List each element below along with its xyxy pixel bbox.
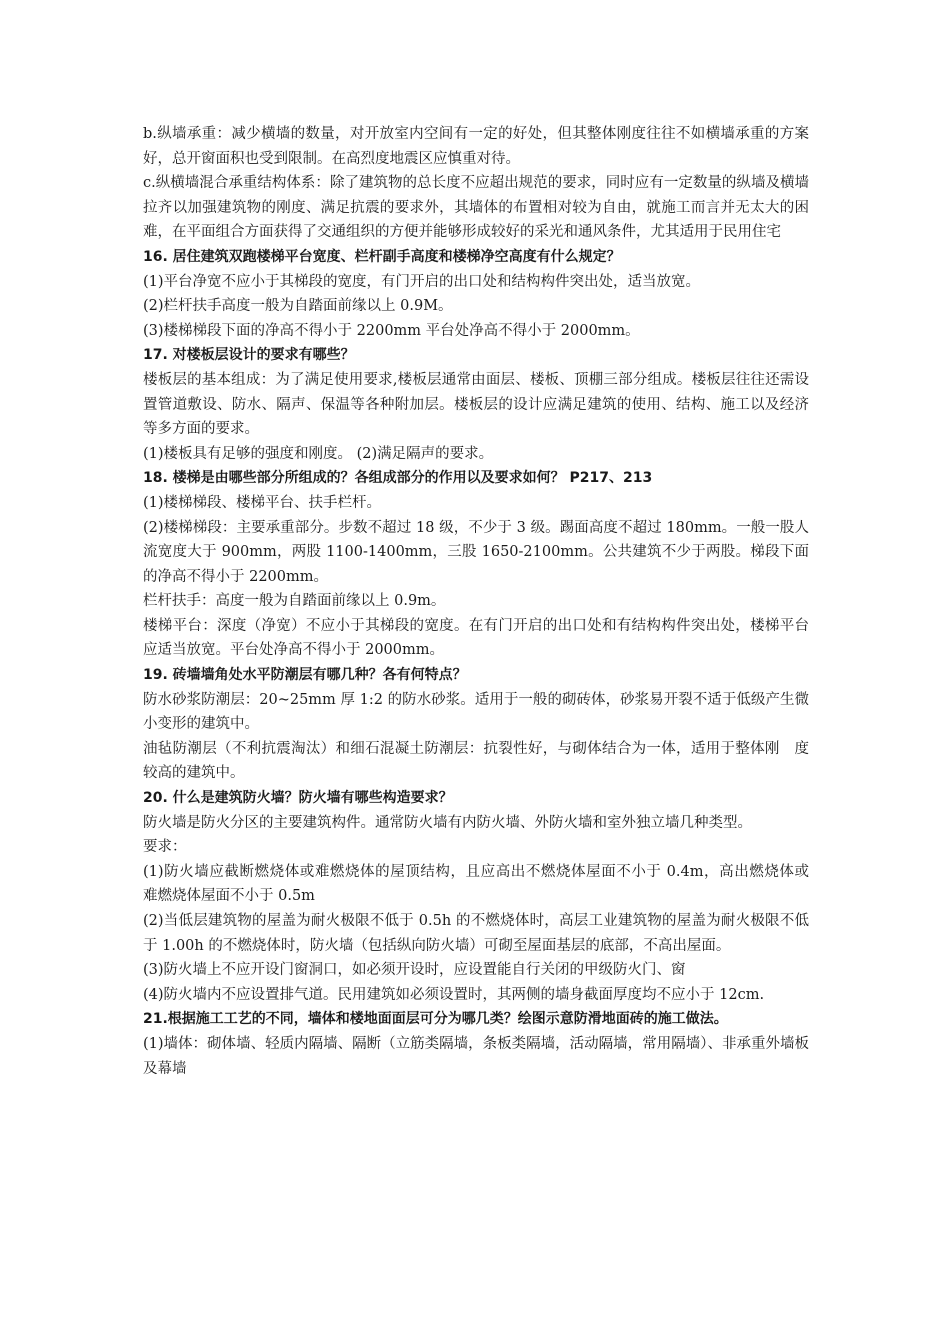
body-paragraph: (2)楼梯梯段：主要承重部分。步数不超过 18 级，不少于 3 级。踢面高度不超过 180mm。一般一股人流宽度大于 900mm，两股 1100-1400mm，三股 1650-2100mm。公共建筑不少于两股。梯段下面的净高不得小于 2200mm。: [143, 519, 809, 585]
body-paragraph: 栏杆扶手：高度一般为自踏面前缘以上 0.9m。: [143, 593, 446, 610]
body-paragraph: (2)栏杆扶手高度一般为自踏面前缘以上 0.9M。: [143, 298, 453, 315]
body-paragraph: (1)墙体：砌体墙、轻质内隔墙、隔断（立筋类隔墙，条板类隔墙，活动隔墙，常用隔墙）、非承重外墙板及幕墙: [143, 1035, 809, 1077]
body-paragraph: (3)防火墙上不应开设门窗洞口，如必须开设时，应设置能自行关闭的甲级防火门、窗: [143, 962, 686, 979]
section-heading: 19. 砖墙墙角处水平防潮层有哪几种？各有何特点？: [143, 667, 467, 684]
body-paragraph: (1)平台净宽不应小于其梯段的宽度，有门开启的出口处和结构构件突出处，适当放宽。: [143, 273, 701, 290]
body-paragraph: 要求：: [143, 839, 187, 856]
body-paragraph: 防火墙是防火分区的主要建筑构件。通常防火墙有内防火墙、外防火墙和室外独立墙几种类型。: [143, 814, 752, 831]
body-paragraph: 防水砂浆防潮层：20~25mm 厚 1:2 的防水砂浆。适用于一般的砌砖体，砂浆易开裂不适于低级产生微小变形的建筑中。: [143, 691, 809, 733]
body-paragraph: b.纵墙承重：减少横墙的数量，对开放室内空间有一定的好处，但其整体刚度往往不如横墙承重的方案好，总开窗面积也受到限制。在高烈度地震区应慎重对待。: [143, 126, 809, 167]
section-heading: 16. 居住建筑双跑楼梯平台宽度、栏杆副手高度和楼梯净空高度有什么规定？: [143, 248, 621, 265]
document-page: [143, 122, 824, 1081]
body-paragraph: 楼板层的基本组成：为了满足使用要求,楼板层通常由面层、楼板、顶棚三部分组成。楼板层往往还需设置管道敷设、防水、隔声、保温等各种附加层。楼板层的设计应满足建筑的使用、结构、施工以及经济等多方面的要求。: [143, 371, 809, 438]
body-paragraph: 油毡防潮层（不利抗震淘汰）和细石混凝土防潮层：抗裂性好，与砌体结合为一体，适用于整体刚 度较高的建筑中。: [143, 740, 809, 782]
body-paragraph: (1)防火墙应截断燃烧体或难燃烧体的屋顶结构，且应高出不燃烧体屋面不小于 0.4m，高出燃烧体或 难燃烧体屋面不小于 0.5m: [143, 863, 824, 905]
body-paragraph: 楼梯平台：深度（净宽）不应小于其梯段的宽度。在有门开启的出口处和有结构构件突出处，楼梯平台应适当放宽。平台处净高不得小于 2000mm。: [143, 617, 809, 659]
body-paragraph: (2)当低层建筑物的屋盖为耐火极限不低于 0.5h 的不燃烧体时，高层工业建筑物的屋盖为耐火极限不低于 1.00h 的不燃烧体时，防火墙（包括纵向防火墙）可砌至屋面基层的底部，不高出屋面。: [143, 913, 809, 954]
section-heading: 18. 楼梯是由哪些部分所组成的？各组成部分的作用以及要求如何？ P217、213: [143, 470, 653, 487]
body-paragraph: c.纵横墙混合承重结构体系：除了建筑物的总长度不应超出规范的要求，同时应有一定数量的纵墙及横墙拉齐以加强建筑物的刚度、满足抗震的要求外，其墙体的布置相对较为自由，就施工而言并无太大的困难，在平面组合方面获得了交通组织的方便并能够形成较好的采光和通风条件，尤其适用于民用住宅: [143, 175, 809, 241]
section-heading: 17. 对楼板层设计的要求有哪些？: [143, 347, 355, 364]
body-paragraph: (1)楼梯梯段、楼梯平台、扶手栏杆。: [143, 494, 382, 511]
body-paragraph: (1)楼板具有足够的强度和刚度。 (2)满足隔声的要求。: [143, 445, 494, 462]
section-heading: 20. 什么是建筑防火墙？防火墙有哪些构造要求？: [143, 790, 453, 807]
section-heading: 21.根据施工工艺的不同，墙体和楼地面面层可分为哪几类？绘图示意防滑地面砖的施工做法。: [143, 1011, 728, 1028]
body-paragraph: (3)楼梯梯段下面的净高不得小于 2200mm 平台处净高不得小于 2000mm。: [143, 322, 640, 339]
body-paragraph: (4)防火墙内不应设置排气道。民用建筑如必须设置时，其两侧的墙身截面厚度均不应小于 12cm.: [143, 986, 765, 1003]
